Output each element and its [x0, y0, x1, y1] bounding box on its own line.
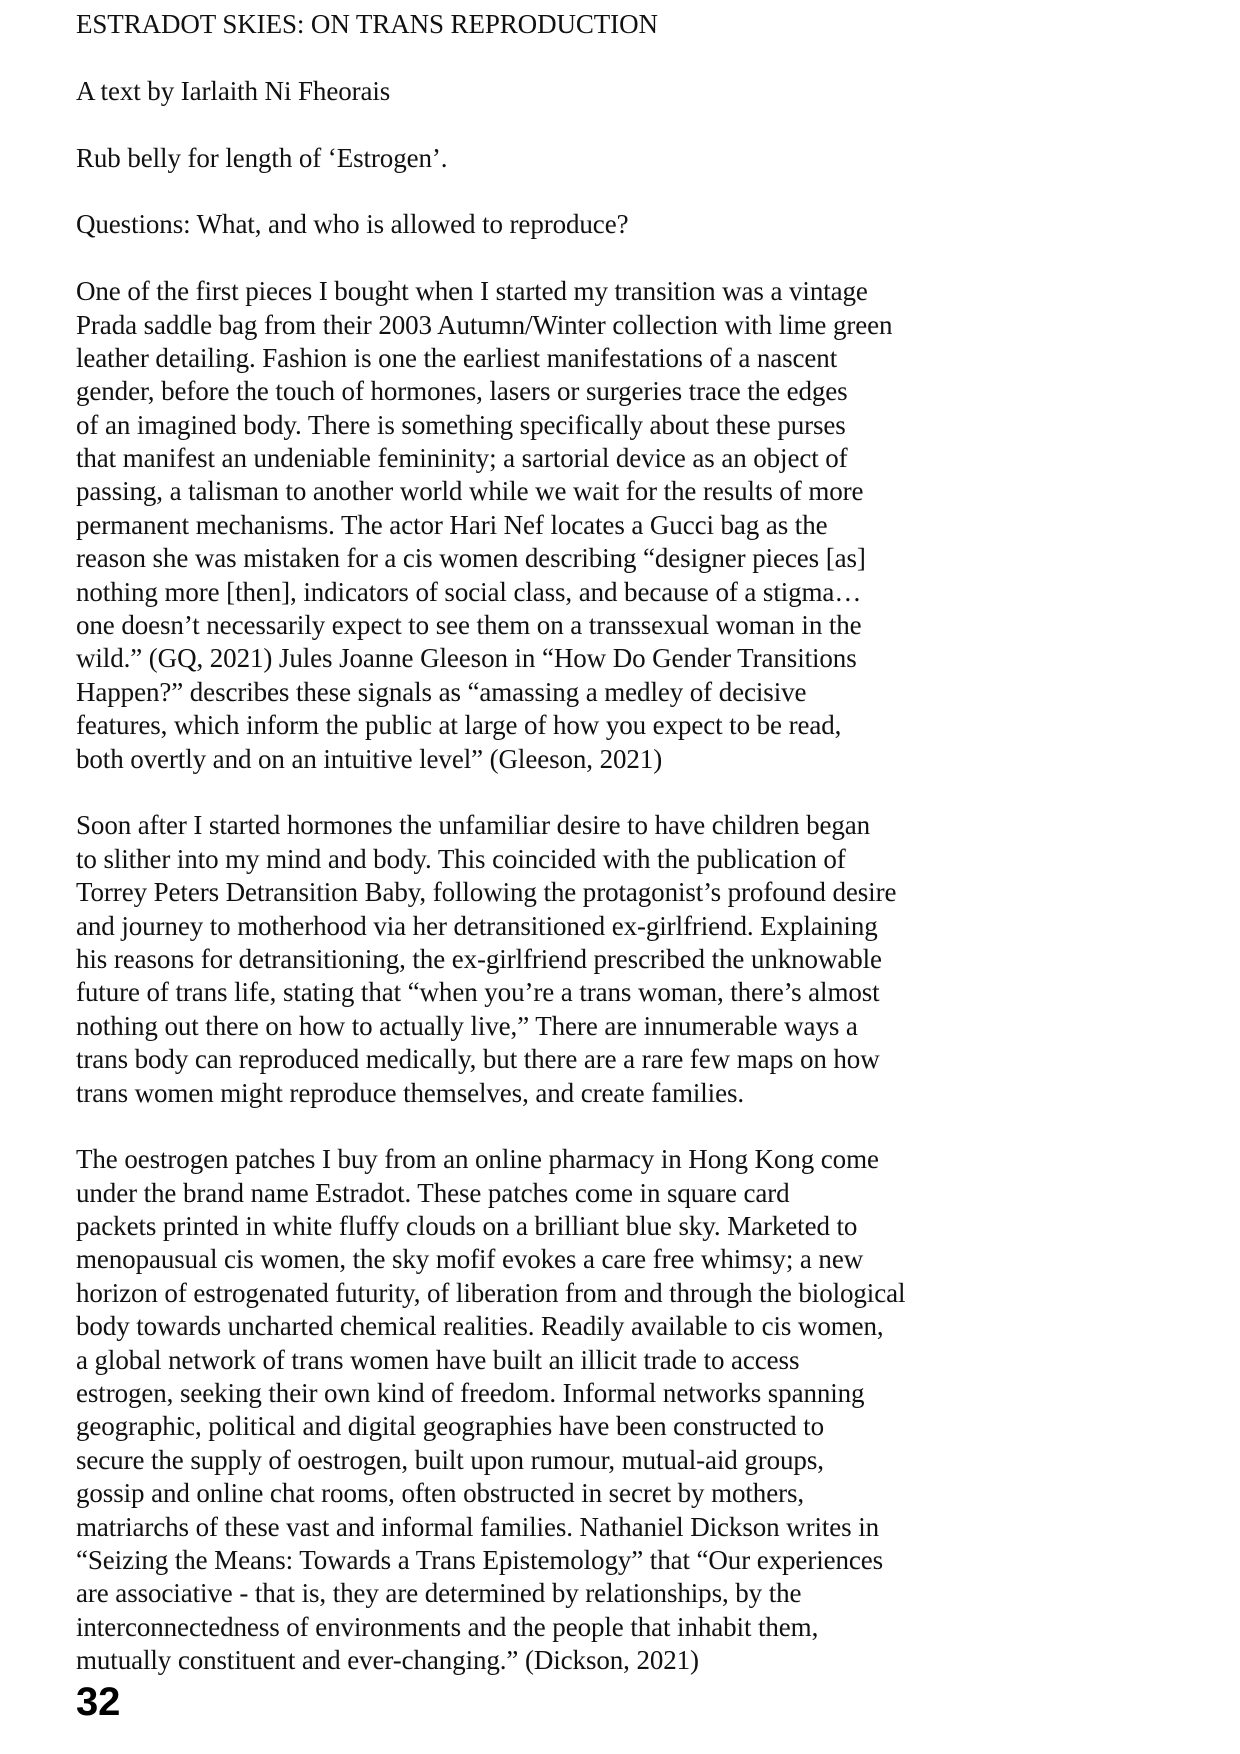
paragraph-1: [76, 275, 1176, 776]
text-line: mutually constituent and ever-changing.” (Dickson, 2021): [76, 1645, 699, 1676]
text-line: to slither into my mind and body. This coincided with the publication of: [76, 843, 846, 874]
text-line: are associative - that is, they are determined by relationships, by the: [76, 1578, 802, 1609]
text-line: that manifest an undeniable femininity; a sartorial device as an object of: [76, 443, 848, 474]
question: Questions: What, and who is allowed to reproduce?: [76, 209, 629, 240]
text-line: and journey to motherhood via her detransitioned ex-girlfriend. Explaining: [76, 910, 878, 941]
text-line: of an imagined body. There is something specifically about these purses: [76, 409, 846, 440]
text-line: passing, a talisman to another world while we wait for the results of more: [76, 476, 864, 507]
text-line: nothing more [then], indicators of social class, and because of a stigma…: [76, 576, 862, 607]
text-line: estrogen, seeking their own kind of freedom. Informal networks spanning: [76, 1378, 865, 1409]
text-line: wild.” (GQ, 2021) Jules Joanne Gleeson in “How Do Gender Transitions: [76, 643, 857, 674]
paragraph-3: [76, 1143, 1176, 1677]
document-title: ESTRADOT SKIES: ON TRANS REPRODUCTION: [76, 9, 658, 39]
text-line: menopausual cis women, the sky mofif evokes a care free whimsy; a new: [76, 1244, 864, 1275]
text-line: his reasons for detransitioning, the ex-girlfriend prescribed the unknowable: [76, 943, 882, 974]
text-line: packets printed in white fluffy clouds on a brilliant blue sky. Marketed to: [76, 1211, 858, 1242]
text-line: Torrey Peters Detransition Baby, following the protagonist’s profound desire: [76, 877, 897, 908]
text-line: nothing out there on how to actually live,” There are innumerable ways a: [76, 1010, 858, 1041]
spacer: [76, 41, 1176, 74]
text-line: features, which inform the public at large of how you expect to be read,: [76, 710, 842, 741]
text-line: permanent mechanisms. The actor Hari Nef locates a Gucci bag as the: [76, 509, 828, 540]
text-line: “Seizing the Means: Towards a Trans Epistemology” that “Our experiences: [76, 1544, 884, 1575]
instruction: Rub belly for length of ‘Estrogen’.: [76, 142, 448, 173]
text-line: reason she was mistaken for a cis women describing “designer pieces [as]: [76, 543, 866, 574]
text-line: One of the first pieces I bought when I started my transition was a vintage: [76, 276, 868, 307]
text-line: Prada saddle bag from their 2003 Autumn/Winter collection with lime green: [76, 309, 893, 340]
text-line: trans women might reproduce themselves, and create families.: [76, 1077, 745, 1108]
document-page: [76, 8, 1176, 1722]
spacer: [76, 242, 1176, 275]
text-line: geographic, political and digital geographies have been constructed to: [76, 1411, 824, 1442]
page-number: 32: [76, 1679, 121, 1724]
text-line: both overtly and on an intuitive level” (Gleeson, 2021): [76, 743, 663, 774]
spacer: [76, 175, 1176, 208]
text-line: matriarchs of these vast and informal families. Nathaniel Dickson writes in: [76, 1511, 880, 1542]
text-line: leather detailing. Fashion is one the earliest manifestations of a nascent: [76, 342, 838, 373]
text-line: future of trans life, stating that “when you’re a trans woman, there’s almost: [76, 977, 880, 1008]
text-line: trans body can reproduced medically, but there are a rare few maps on how: [76, 1044, 880, 1075]
text-line: Happen?” describes these signals as “amassing a medley of decisive: [76, 676, 807, 707]
byline: A text by Iarlaith Ni Fheorais: [76, 75, 391, 106]
text-line: secure the supply of oestrogen, built upon rumour, mutual-aid groups,: [76, 1444, 824, 1475]
text-line: one doesn’t necessarily expect to see them on a transsexual woman in the: [76, 610, 862, 641]
text-line: a global network of trans women have built an illicit trade to access: [76, 1344, 800, 1375]
paragraph-2: [76, 809, 1176, 1110]
text-line: under the brand name Estradot. These patches come in square card: [76, 1177, 790, 1208]
text-line: gossip and online chat rooms, often obstructed in secret by mothers,: [76, 1478, 805, 1509]
text-line: horizon of estrogenated futurity, of liberation from and through the biological: [76, 1277, 906, 1308]
spacer: [76, 108, 1176, 141]
spacer: [76, 776, 1176, 809]
spacer: [76, 1110, 1176, 1143]
text-line: gender, before the touch of hormones, lasers or surgeries trace the edges: [76, 376, 848, 407]
text-line: The oestrogen patches I buy from an online pharmacy in Hong Kong come: [76, 1144, 879, 1175]
text-line: body towards uncharted chemical realities. Readily available to cis women,: [76, 1311, 884, 1342]
text-line: Soon after I started hormones the unfamiliar desire to have children began: [76, 810, 871, 841]
text-line: interconnectedness of environments and the people that inhabit them,: [76, 1611, 819, 1642]
